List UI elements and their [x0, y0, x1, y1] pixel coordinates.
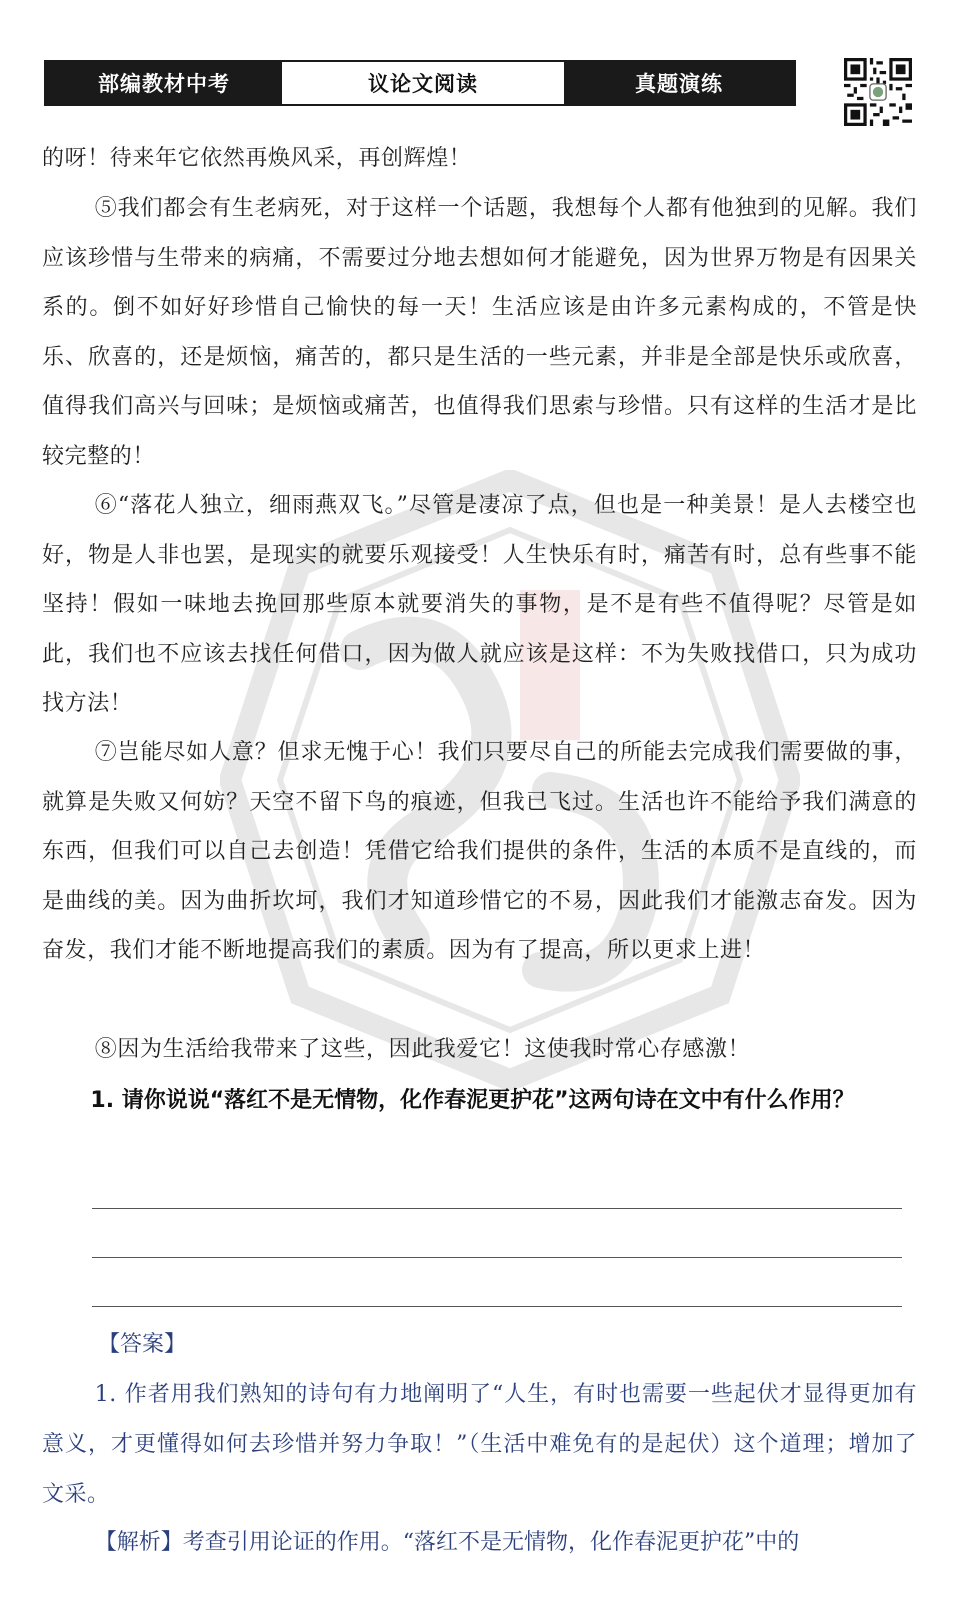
qr-code-icon[interactable]	[844, 58, 912, 126]
answer-heading: 【答案】	[98, 1332, 187, 1357]
paragraph-4-end: 的呀！待来年它依然再焕风采，再创辉煌！	[42, 146, 472, 171]
paragraph-8: ⑧因为生活给我带来了这些，因此我爱它！这使我时常心存感激！	[94, 1037, 751, 1062]
answer-line-1[interactable]	[92, 1208, 902, 1209]
header-bar	[44, 60, 796, 106]
answer-text: 1. 作者用我们熟知的诗句有力地阐明了“人生，有时也需要一些起伏才显得更加有意义，才更懂得如何去珍惜并努力争取！”（生活中难免有的是起伏）这个道理；增加了文采。	[42, 1382, 917, 1507]
paragraph-7: ⑦岂能尽如人意？但求无愧于心！我们只要尽自己的所能去完成我们需要做的事，就算是失败又何妨？天空不留下鸟的痕迹，但我已飞过。生活也许不能给予我们满意的东西，但我们可以自己去创造！凭借它给我们提供的条件，生活的本质不是直线的，而是曲线的美。因为曲折坎坷，我们才知道珍惜它的不易，因此我们才能激志奋发。因为奋发，我们才能不断地提高我们的素质。因为有了提高，所以更求上进！	[42, 740, 917, 963]
answer-line-3[interactable]	[92, 1306, 902, 1307]
question-1: 1. 请你说说“落红不是无情物，化作春泥更护花”这两句诗在文中有什么作用？	[90, 1088, 855, 1113]
analysis-text: 【解析】考查引用论证的作用。“落红不是无情物，化作春泥更护花”中的	[94, 1530, 800, 1555]
header-title: 议论文阅读	[282, 62, 564, 104]
paragraph-5: ⑤我们都会有生老病死，对于这样一个话题，我想每个人都有他独到的见解。我们应该珍惜与生带来的病痛，不需要过分地去想如何才能避免，因为世界万物是有因果关系的。倒不如好好珍惜自己愉快的每一天！生活应该是由许多元素构成的，不管是快乐、欣喜的，还是烦恼，痛苦的，都只是生活的一些元素，并非是全部是快乐或欣喜，值得我们高兴与回味；是烦恼或痛苦，也值得我们思索与珍惜。只有这样的生活才是比较完整的！	[42, 196, 917, 469]
header-left-label: 部编教材中考	[46, 62, 282, 104]
paragraph-6: ⑥“落花人独立，细雨燕双飞。”尽管是凄凉了点，但也是一种美景！是人去楼空也好，物是人非也罢，是现实的就要乐观接受！人生快乐有时，痛苦有时，总有些事不能坚持！假如一味地去挽回那些原本就要消失的事物，是不是有些不值得呢？尽管是如此，我们也不应该去找任何借口，因为做人就应该是这样：不为失败找借口，只为成功找方法！	[42, 493, 917, 716]
header-right-label: 真题演练	[564, 62, 794, 104]
answer-line-2[interactable]	[92, 1257, 902, 1258]
